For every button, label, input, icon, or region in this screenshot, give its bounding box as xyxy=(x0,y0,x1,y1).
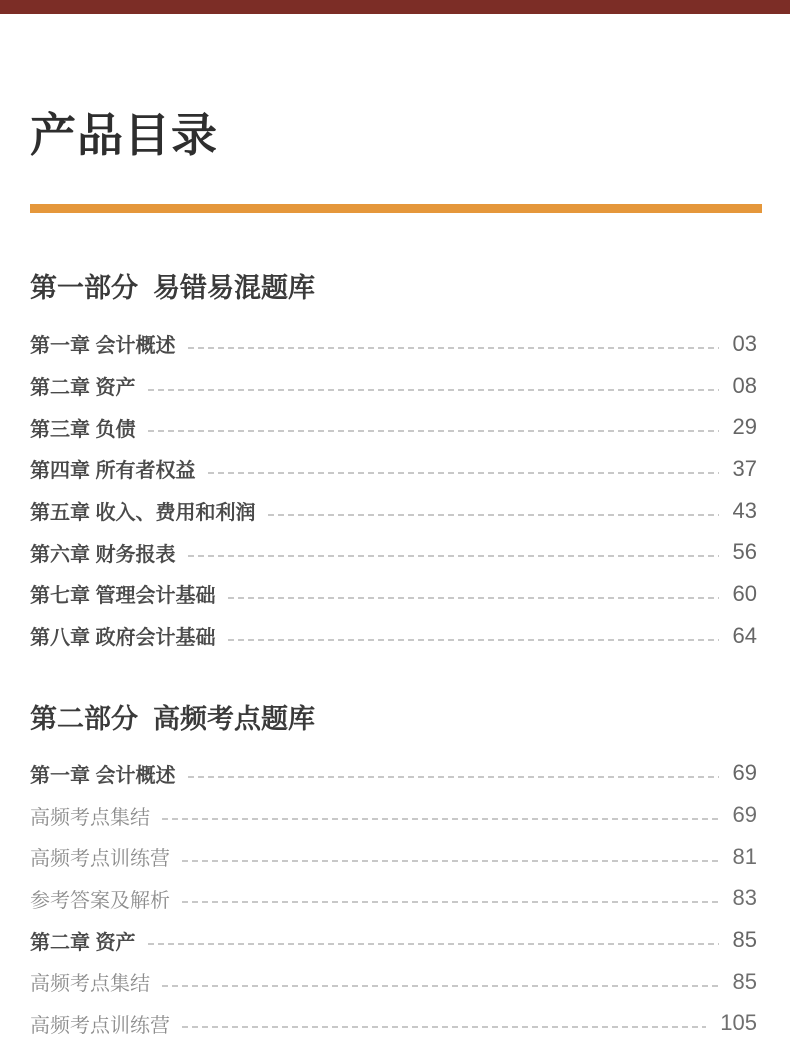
toc-page-number: 37 xyxy=(732,455,757,481)
dotted-leader xyxy=(162,818,719,820)
toc-row xyxy=(30,573,757,615)
toc-page-number: 08 xyxy=(732,372,757,398)
dotted-leader xyxy=(148,430,719,432)
toc-row xyxy=(30,961,757,1003)
toc-list-part2 xyxy=(30,753,757,1045)
toc-page-number: 43 xyxy=(732,497,757,523)
toc-entry-label: 第四章 所有者权益 xyxy=(30,460,196,483)
top-accent-bar xyxy=(0,0,790,14)
toc-page-number: 105 xyxy=(720,1010,757,1036)
title-underline-rule xyxy=(30,204,762,213)
toc-entry-label: 高频考点集结 xyxy=(30,973,150,996)
toc-page-number: 03 xyxy=(732,330,757,356)
dotted-leader xyxy=(228,639,719,641)
toc-entry-label: 第一章 会计概述 xyxy=(30,335,176,358)
toc-page-number: 69 xyxy=(732,802,757,828)
toc-page-number: 81 xyxy=(732,843,757,869)
toc-entry-label: 参考答案及解析 xyxy=(30,889,170,912)
toc-page-number: 60 xyxy=(732,580,757,606)
dotted-leader xyxy=(182,860,719,862)
toc-entry-label: 高频考点训练营 xyxy=(30,1014,170,1037)
section-heading-part2: 第二部分 高频考点题库 xyxy=(30,703,316,734)
toc-entry-label: 第六章 财务报表 xyxy=(30,543,176,566)
toc-page-number: 85 xyxy=(732,968,757,994)
toc-row xyxy=(30,919,757,961)
toc-row xyxy=(30,878,757,920)
dotted-leader xyxy=(182,901,719,903)
toc-row xyxy=(30,794,757,836)
toc-page-number: 29 xyxy=(732,414,757,440)
toc-row xyxy=(30,753,757,795)
toc-entry-label: 第七章 管理会计基础 xyxy=(30,585,216,608)
toc-row xyxy=(30,448,757,490)
dotted-leader xyxy=(148,943,719,945)
dotted-leader xyxy=(148,389,719,391)
page-title: 产品目录 xyxy=(30,109,218,161)
toc-row xyxy=(30,365,757,407)
toc-row xyxy=(30,406,757,448)
toc-row xyxy=(30,323,757,365)
toc-entry-label: 第五章 收入、费用和利润 xyxy=(30,502,256,525)
dotted-leader xyxy=(182,1026,706,1028)
toc-list-part1 xyxy=(30,323,757,657)
toc-entry-label: 第二章 资产 xyxy=(30,931,136,954)
section-heading-part1: 第一部分 易错易混题库 xyxy=(30,273,316,303)
page-content xyxy=(0,110,790,1044)
toc-page-number: 85 xyxy=(732,927,757,953)
toc-page-number: 64 xyxy=(732,622,757,648)
toc-entry-label: 高频考点集结 xyxy=(30,806,150,829)
toc-row xyxy=(30,531,757,573)
dotted-leader xyxy=(268,514,719,516)
dotted-leader xyxy=(228,597,719,599)
dotted-leader xyxy=(208,472,719,474)
toc-page-number: 69 xyxy=(732,760,757,786)
toc-entry-label: 第八章 政府会计基础 xyxy=(30,627,216,650)
dotted-leader xyxy=(162,985,719,987)
toc-entry-label: 第一章 会计概述 xyxy=(30,764,176,787)
toc-row xyxy=(30,1003,757,1045)
toc-page-number: 83 xyxy=(732,885,757,911)
toc-entry-label: 第三章 负债 xyxy=(30,418,136,441)
toc-row xyxy=(30,490,757,532)
dotted-leader xyxy=(188,347,719,349)
dotted-leader xyxy=(188,555,719,557)
dotted-leader xyxy=(188,776,719,778)
toc-row xyxy=(30,615,757,657)
toc-row xyxy=(30,836,757,878)
toc-entry-label: 第二章 资产 xyxy=(30,377,136,400)
toc-page-number: 56 xyxy=(732,539,757,565)
toc-entry-label: 高频考点训练营 xyxy=(30,848,170,871)
